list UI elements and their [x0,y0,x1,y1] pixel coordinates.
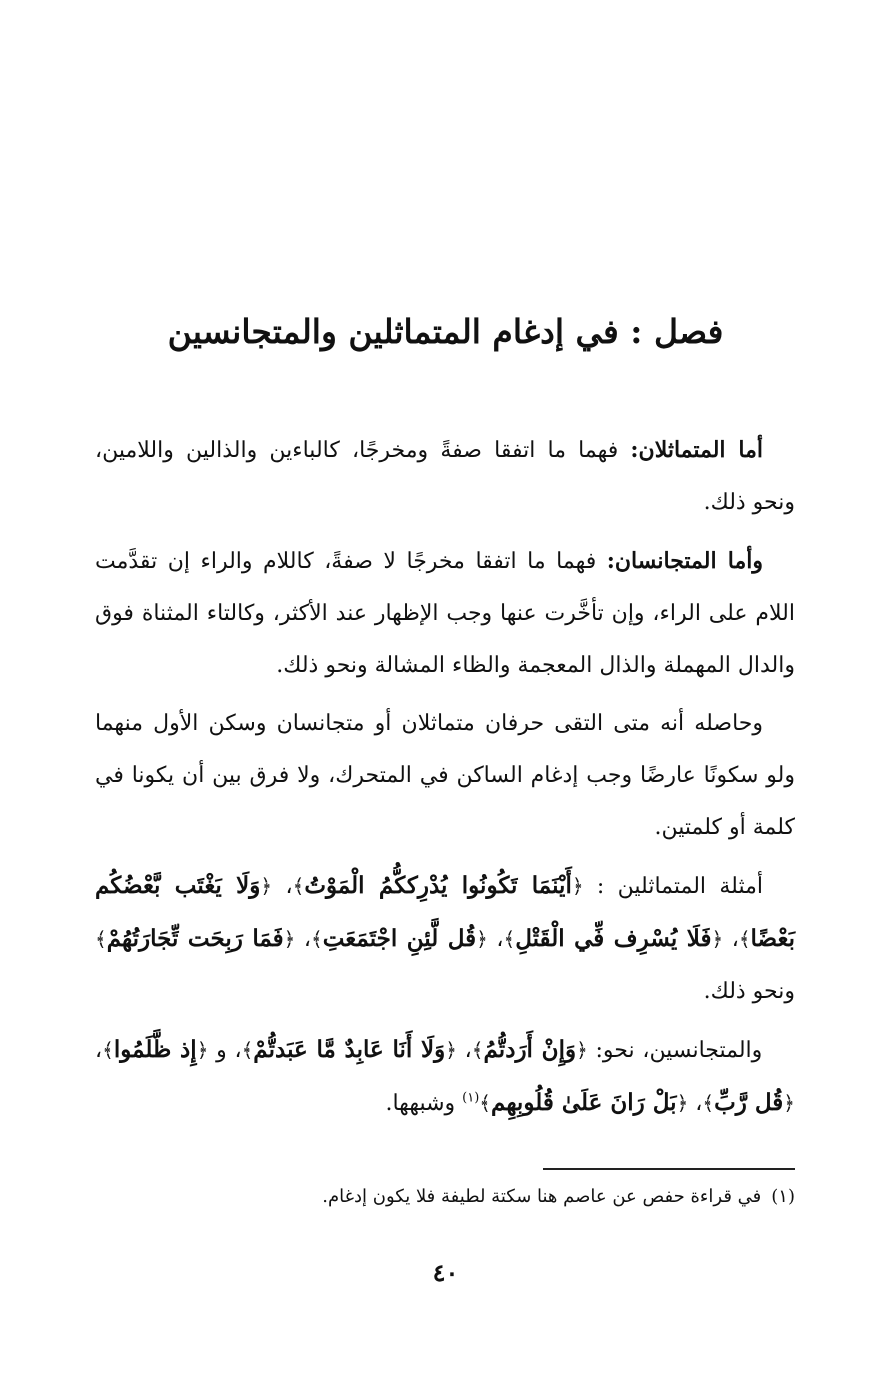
examples-outro: وشبهها. [385,1091,463,1116]
footnote-divider [543,1168,795,1170]
ornate-bracket-close: ﴾ [738,927,751,951]
comma-separator: ، [688,1091,703,1116]
comma-separator: ، [295,927,311,952]
quran-verse: فَلَا يُسْرِف فِّي الْقَتْلِ [515,925,712,952]
ornate-bracket-open: ﴿ [445,1038,457,1062]
ornate-bracket-open: ﴿ [476,927,488,951]
ornate-bracket-open: ﴿ [711,927,724,951]
paragraph-mutajanisan [95,535,795,692]
paragraph-examples-mutamathilin [95,860,795,1018]
comma-separator: ، [487,927,504,952]
quran-verse: بَلْ رَانَ عَلَىٰ قُلُوبِهِم [491,1089,677,1116]
ornate-bracket-close: ﴾ [311,927,323,951]
term-mutajanisan: وأما المتجانسان: [606,548,763,574]
quran-verse: قُل لَّئِنِ اجْتَمَعَتِ [322,925,477,952]
definition-mutamathilan: فهما ما اتفقا صفةً ومخرجًا، كالباءين والذالين واللامين، ونحو ذلك. [95,438,795,515]
footnote [95,1182,795,1212]
paragraph-summary: وحاصله أنه متى التقى حرفان متماثلان أو متجانسان وسكن الأول منهما ولو سكونًا عارضًا وجب إدغام الساكن في المتحرك، ولا فرق بين أن يكونا في كلمة أو كلمتين. [95,711,795,840]
footnote-reference[interactable]: (١) [462,1090,480,1106]
ornate-bracket-open: ﴿ [783,1091,795,1115]
ornate-bracket-close: ﴾ [241,1038,254,1062]
waw-conjunction: و [208,1038,227,1063]
quran-verse: فَمَا رَبِحَت تِّجَارَتُهُمْ [106,925,284,952]
ornate-bracket-close: ﴾ [471,1038,484,1062]
comma-separator: ، [723,927,739,952]
comma-separator: ، [95,1038,103,1063]
paragraph-mutamathilan [95,424,795,529]
ornate-bracket-open: ﴿ [283,927,296,951]
body-text [95,424,795,1136]
quran-verse: إِذ ظَّلَمُوا [113,1036,197,1063]
ornate-bracket-open: ﴿ [676,1091,689,1115]
comma-separator: ، [456,1038,472,1063]
quran-verse: وَلَا يَغْتَب بَّعْضُكُم بَعْضًا [95,872,795,952]
comma-separator: ، [226,1038,242,1063]
definition-mutajanisan: فهما ما اتفقا مخرجًا لا صفةً، كاللام والراء إن تقدَّمت اللام على الراء، وإن تأخَّرت عنها وجب الإظهار عند الأكثر، وكالتاء المثناة فوق والدال المهملة والذال المعجمة والظاء المشالة ونحو ذلك. [95,549,795,678]
ornate-bracket-close: ﴾ [503,927,516,951]
ornate-bracket-open: ﴿ [260,874,273,898]
paragraph-examples-mutajanisin [95,1024,795,1130]
examples-intro: أمثلة المتماثلين : [583,874,763,899]
quran-verse: وَإِنْ أَرَدتُّمُ [483,1036,577,1063]
quran-verse: وَلَا أَنَا عَابِدٌ مَّا عَبَدتُّمْ [253,1036,446,1063]
chapter-title: فصل : في إدغام المتماثلين والمتجانسين [167,312,724,351]
comma-separator: ، [272,874,293,899]
ornate-bracket-close: ﴾ [479,1091,492,1115]
ornate-bracket-close: ﴾ [102,1038,114,1062]
footnote-marker: (١) [771,1186,795,1207]
footnote-text: في قراءة حفص عن عاصم هنا سكتة لطيفة فلا يكون إدغام. [322,1186,762,1207]
ornate-bracket-open: ﴿ [196,1038,209,1062]
quran-verse: قُل رَّبِّ [714,1089,784,1116]
examples-intro: والمتجانسين، نحو: [587,1038,763,1063]
examples-outro: ونحو ذلك. [703,979,795,1004]
page-number: ٤٠ [432,1258,459,1287]
ornate-bracket-close: ﴾ [702,1091,715,1115]
quran-verse: أَيْنَمَا تَكُونُوا يُدْرِككُّمُ الْمَوْتُ [304,872,572,899]
ornate-bracket-close: ﴾ [292,874,305,898]
ornate-bracket-open: ﴿ [576,1038,588,1062]
ornate-bracket-close: ﴾ [95,927,107,951]
ornate-bracket-open: ﴿ [571,874,584,898]
term-mutamathilan: أما المتماثلان: [630,437,763,463]
